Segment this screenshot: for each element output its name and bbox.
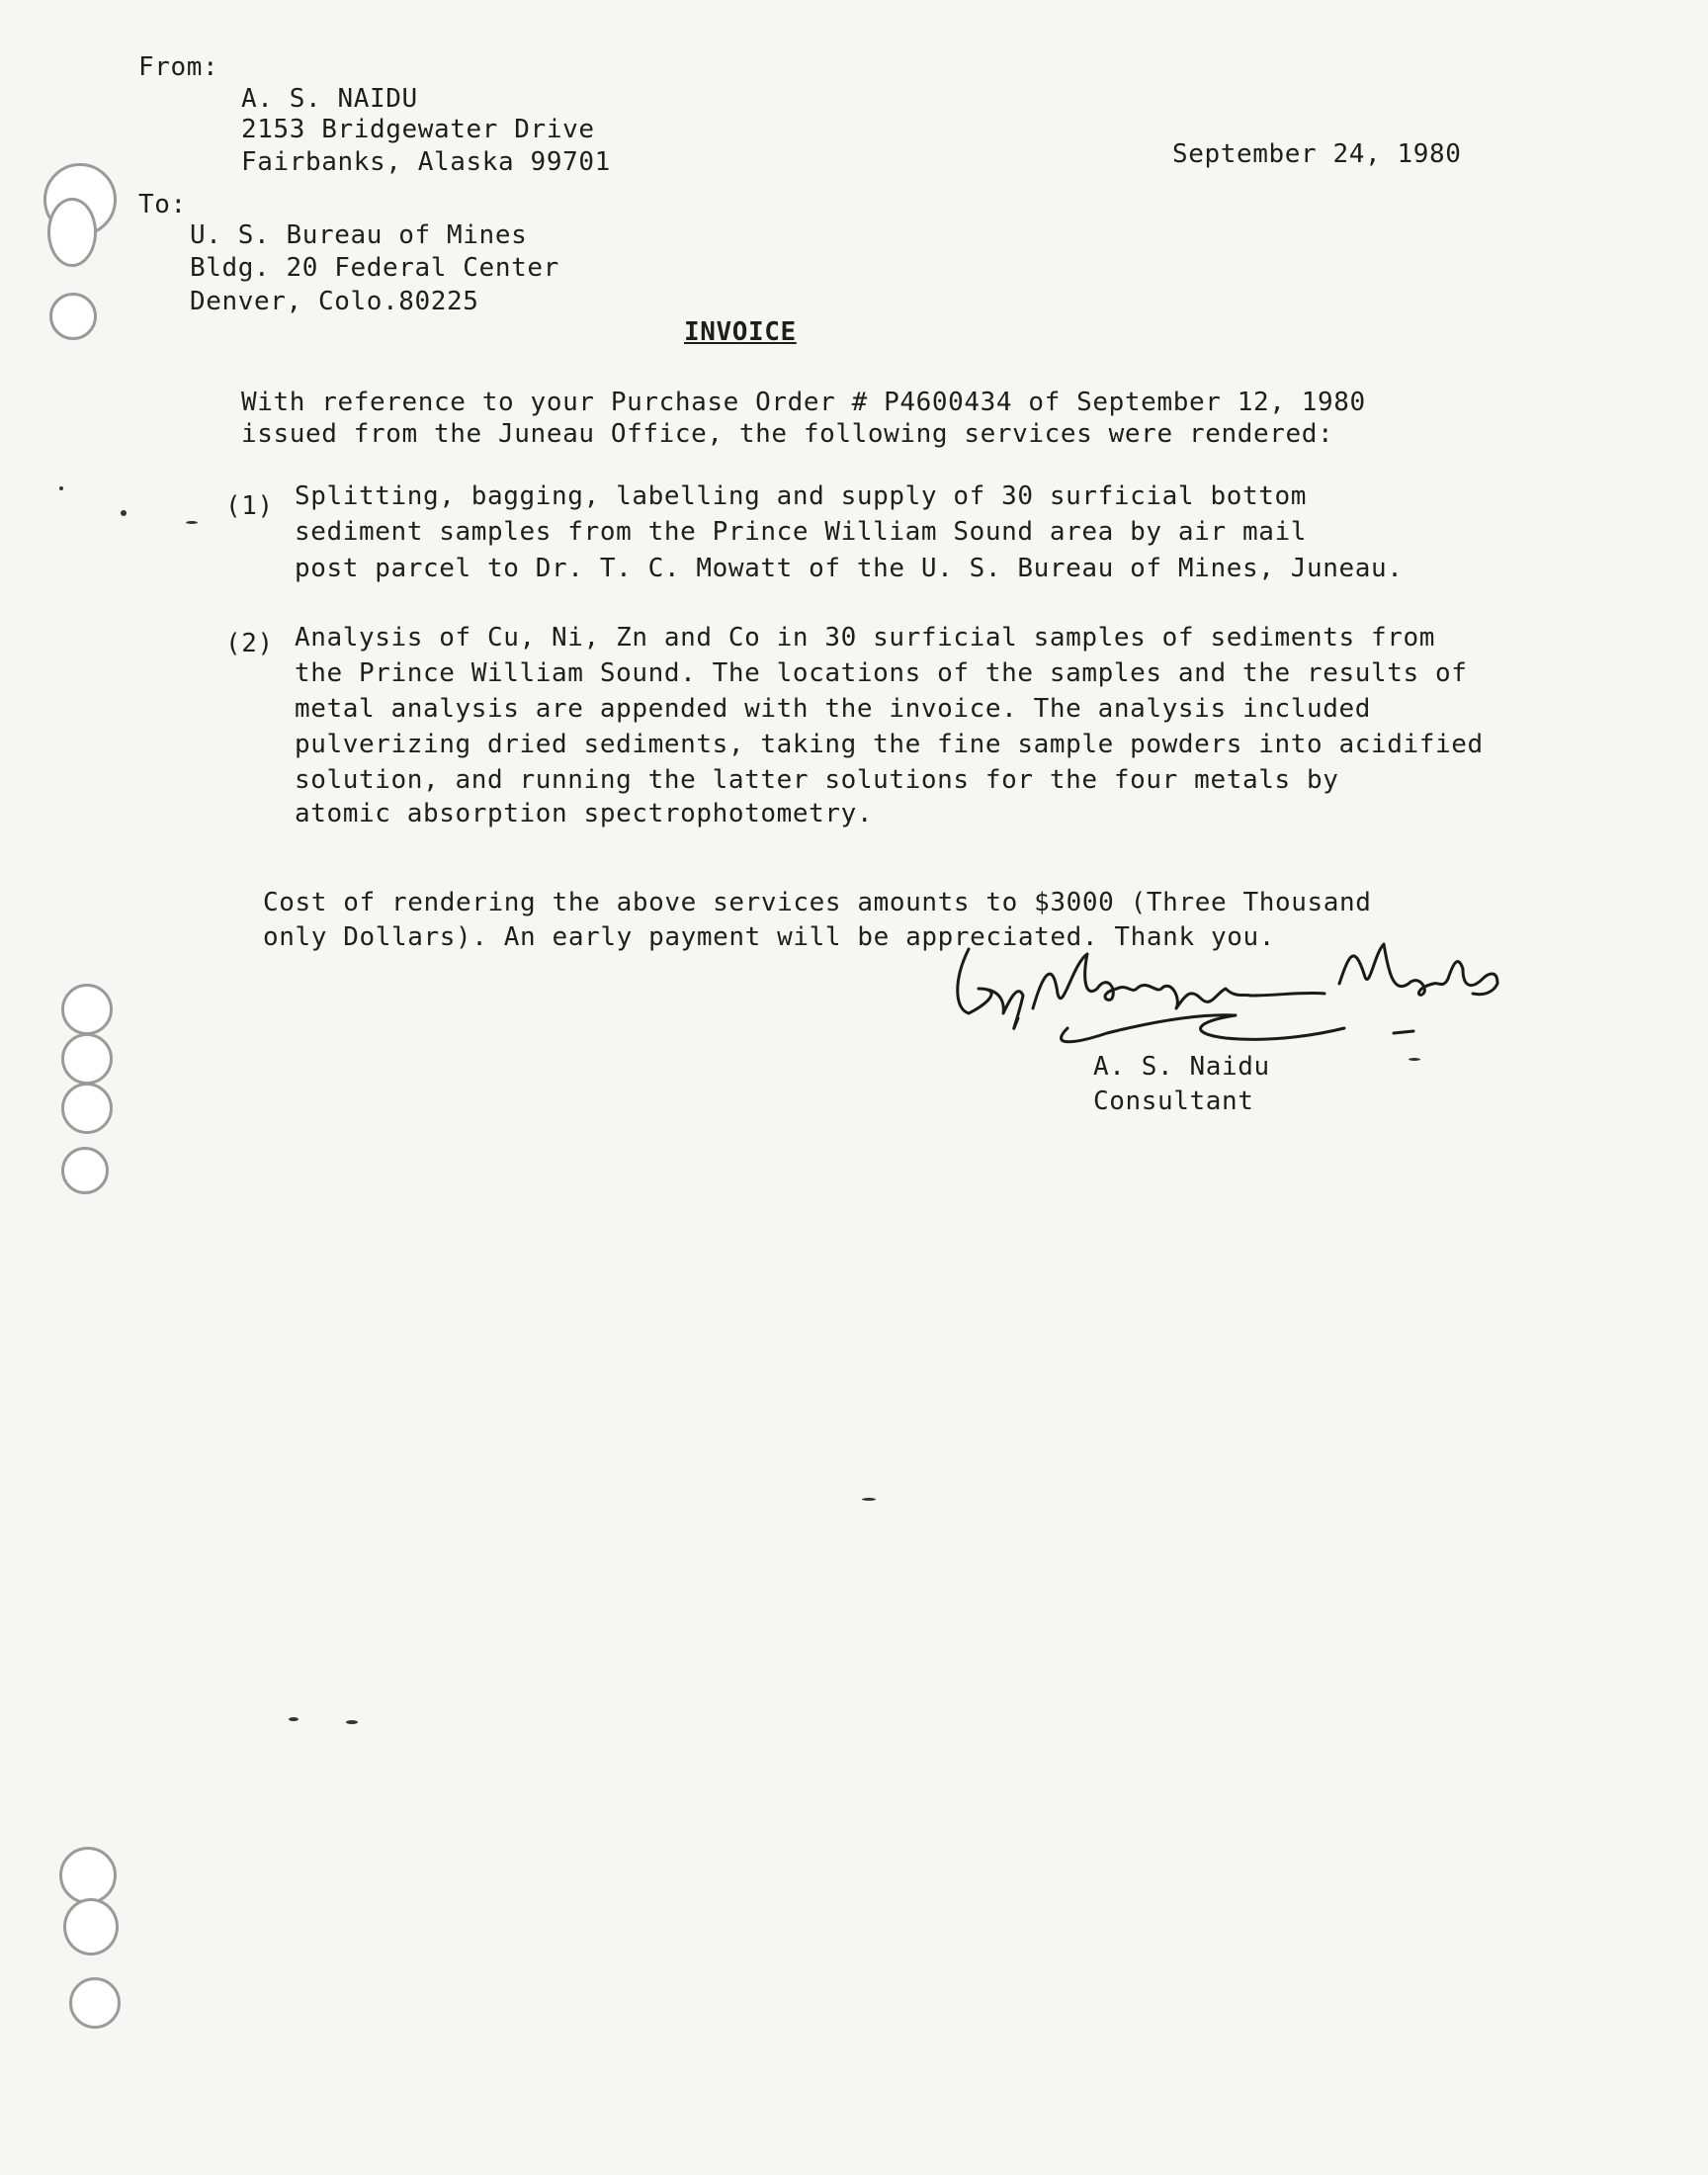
invoice-date: September 24, 1980 (1172, 139, 1462, 169)
scan-speck (862, 1498, 876, 1501)
recipient-address: Bldg. 20 Federal Center (190, 253, 559, 283)
binder-hole (69, 1977, 121, 2029)
binder-hole (47, 198, 97, 267)
to-label: To: (138, 190, 187, 219)
item-line: the Prince William Sound. The locations of the samples and the results of (295, 658, 1468, 688)
sender-street: 2153 Bridgewater Drive (241, 115, 595, 144)
document-title: INVOICE (684, 317, 797, 347)
signer-title: Consultant (1093, 1087, 1254, 1116)
item-number: (2) (225, 629, 274, 658)
sender-name: A. S. NAIDU (241, 84, 418, 114)
cost-line: only Dollars). An early payment will be appreciated. Thank you. (263, 922, 1275, 952)
binder-hole (61, 1083, 113, 1134)
item-line: atomic absorption spectrophotometry. (295, 799, 874, 828)
intro-line: issued from the Juneau Office, the following services were rendered: (241, 419, 1334, 449)
binder-hole (49, 293, 97, 340)
item-line: post parcel to Dr. T. C. Mowatt of the U. S. Bureau of Mines, Juneau. (295, 554, 1404, 583)
sender-city: Fairbanks, Alaska 99701 (241, 147, 611, 177)
item-line: sediment samples from the Prince William Sound area by air mail (295, 517, 1307, 547)
item-number: (1) (225, 491, 274, 521)
scan-speck (59, 486, 63, 490)
binder-hole (61, 1147, 109, 1194)
scan-speck (346, 1720, 358, 1724)
binder-hole (59, 1847, 117, 1904)
binder-hole (61, 1033, 113, 1085)
item-line: metal analysis are appended with the invoice. The analysis included (295, 694, 1371, 724)
binder-hole (61, 984, 113, 1035)
recipient-city: Denver, Colo.80225 (190, 287, 479, 316)
signer-name: A. S. Naidu (1093, 1052, 1270, 1082)
from-label: From: (138, 52, 219, 82)
handwritten-signature (949, 934, 1542, 1067)
scan-speck (289, 1717, 299, 1721)
cost-line: Cost of rendering the above services amounts to $3000 (Three Thousand (263, 888, 1372, 917)
recipient-org: U. S. Bureau of Mines (190, 220, 528, 250)
binder-hole (63, 1898, 119, 1956)
intro-line: With reference to your Purchase Order # P4600434 of September 12, 1980 (241, 388, 1366, 417)
item-line: pulverizing dried sediments, taking the fine sample powders into acidified (295, 730, 1484, 759)
item-line: Analysis of Cu, Ni, Zn and Co in 30 surficial samples of sediments from (295, 623, 1435, 652)
scan-speck (186, 521, 198, 524)
item-line: Splitting, bagging, labelling and supply of 30 surficial bottom (295, 481, 1307, 511)
item-line: solution, and running the latter solutions for the four metals by (295, 765, 1339, 795)
scan-speck (121, 510, 127, 516)
